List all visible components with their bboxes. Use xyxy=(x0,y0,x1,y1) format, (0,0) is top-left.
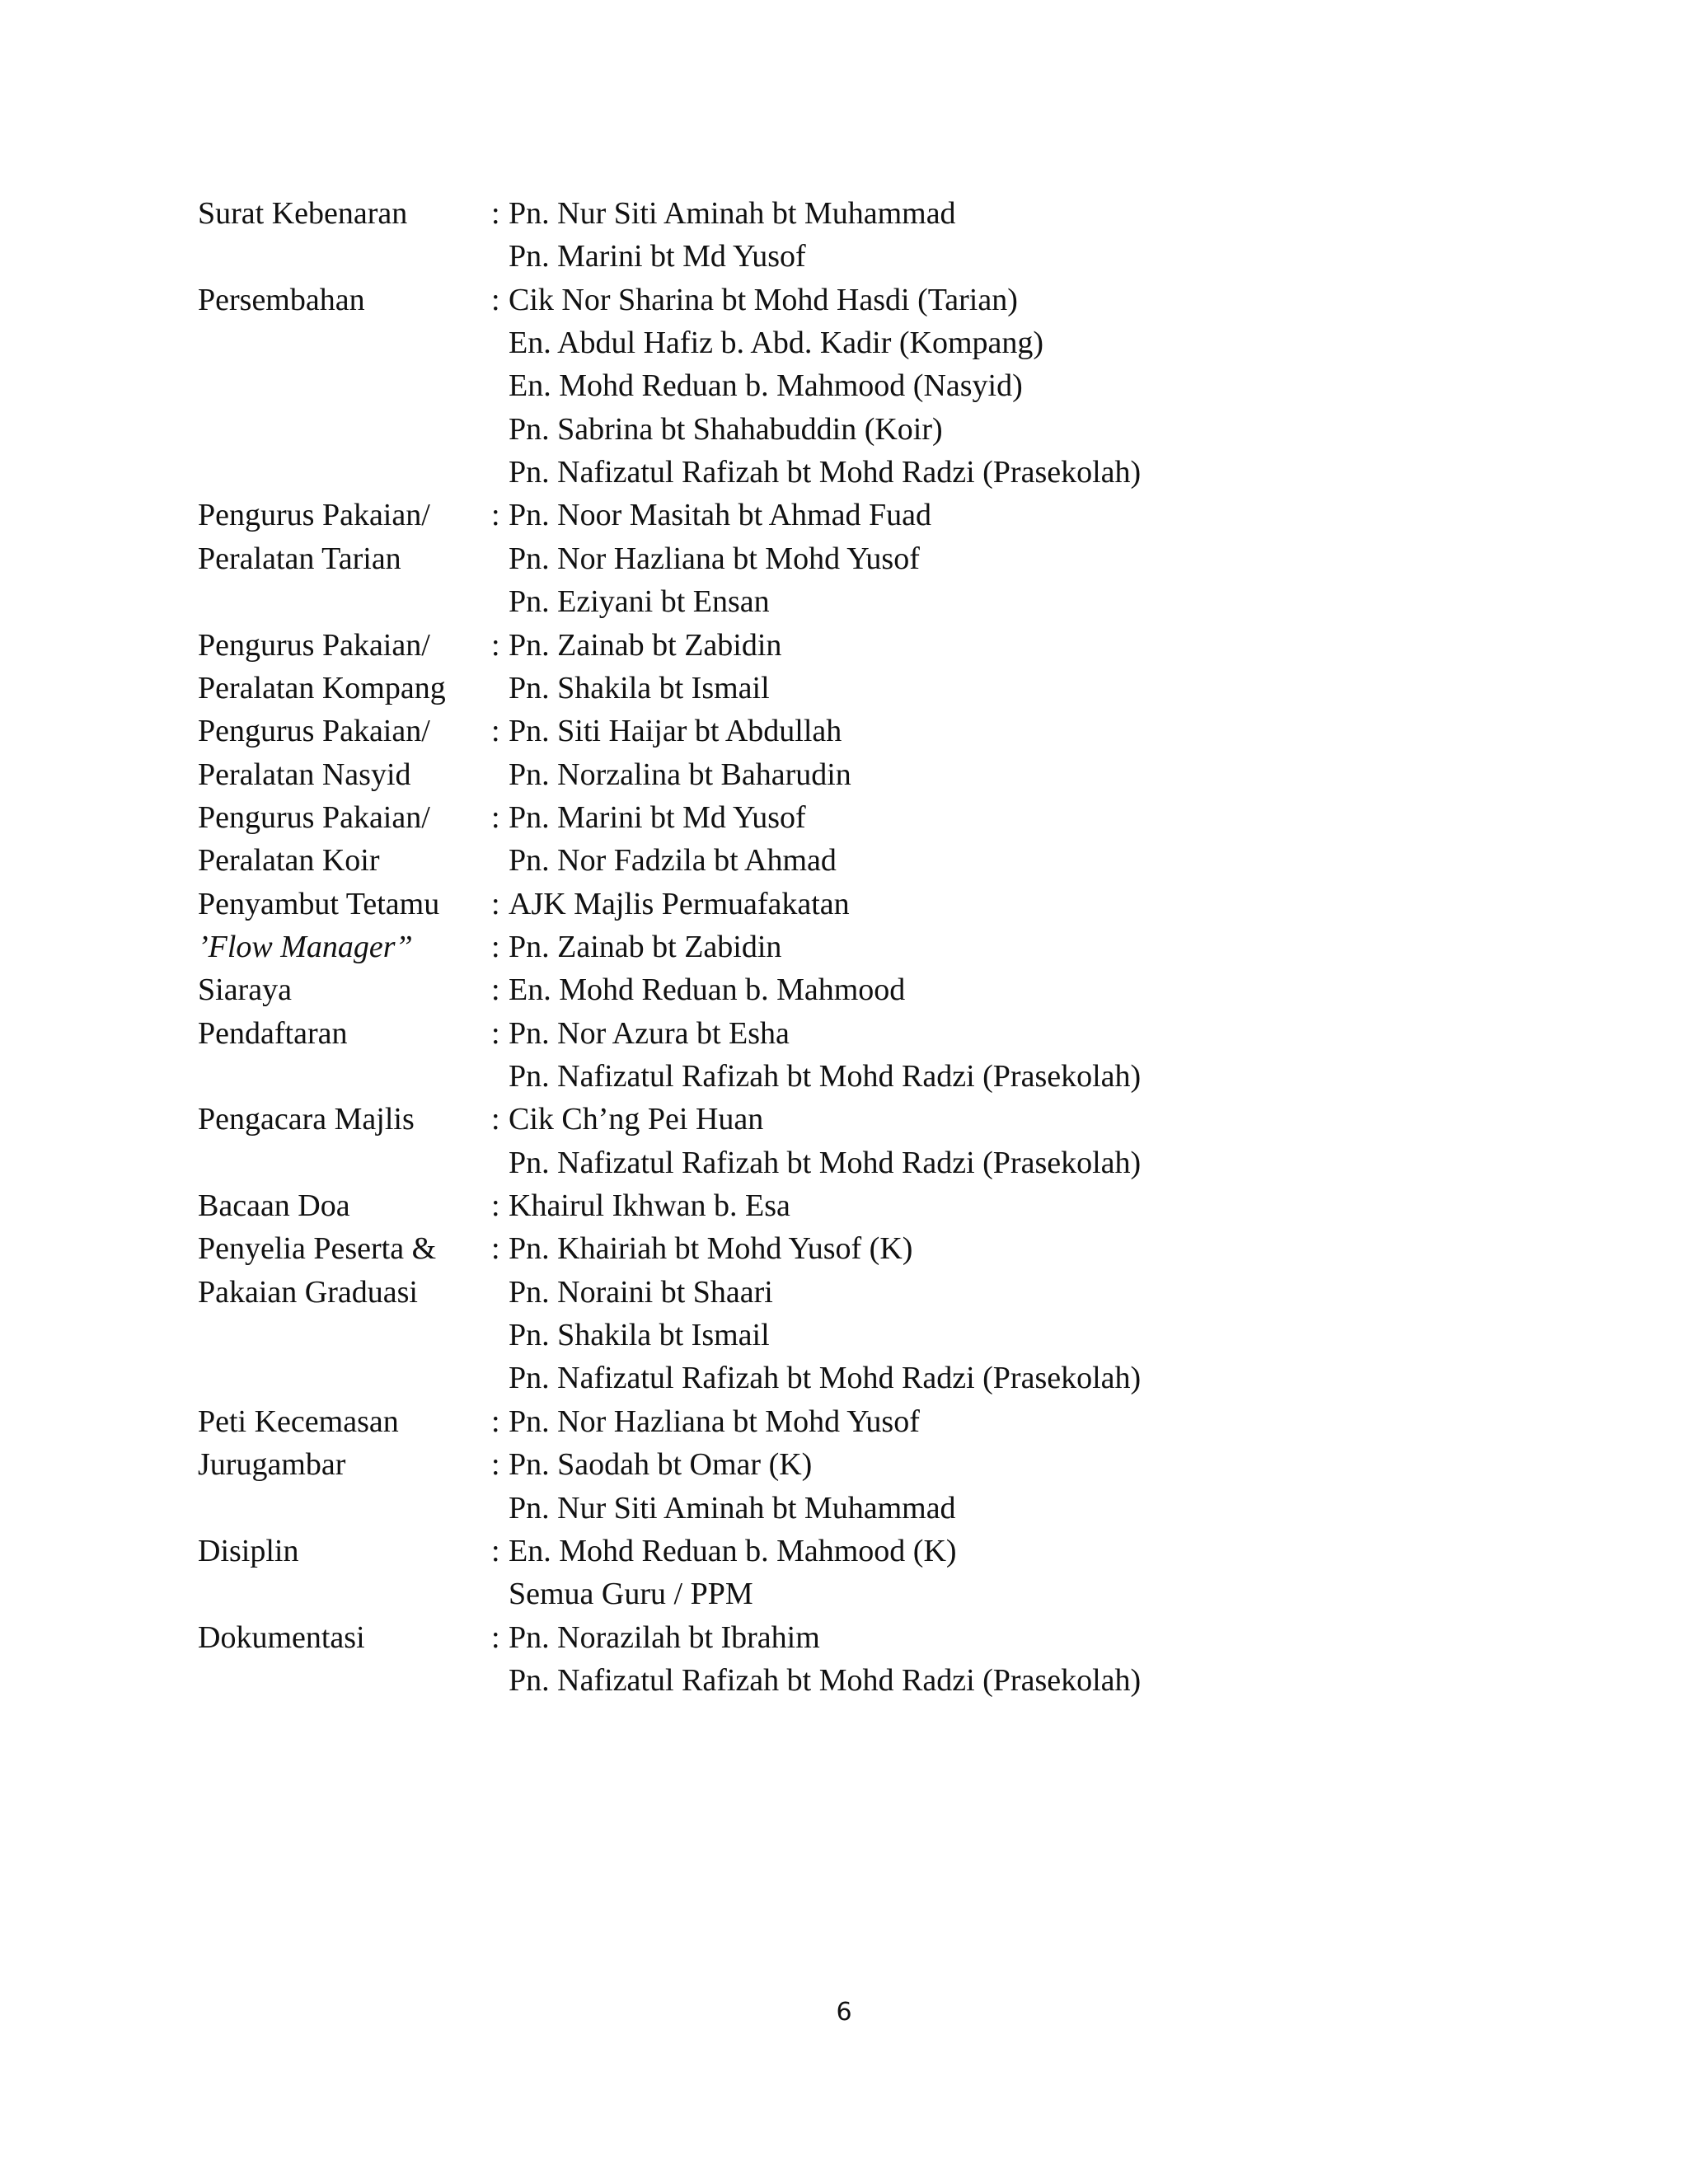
role-label: Siaraya xyxy=(198,972,292,1007)
assigned-person: Cik Nor Sharina bt Mohd Hasdi (Tarian) xyxy=(509,283,1018,317)
assigned-person: Cik Ch’ng Pei Huan xyxy=(509,1102,764,1137)
role-label: ’Flow Manager” xyxy=(198,930,413,964)
assigned-person: En. Mohd Reduan b. Mahmood (K) xyxy=(509,1534,957,1568)
assigned-person: Pn. Nor Hazliana bt Mohd Yusof xyxy=(509,541,920,576)
colon-separator: : xyxy=(491,1404,500,1439)
colon-separator: : xyxy=(491,1231,500,1266)
assigned-person: Pn. Noor Masitah bt Ahmad Fuad xyxy=(509,498,931,532)
assigned-person: En. Abdul Hafiz b. Abd. Kadir (Kompang) xyxy=(509,326,1044,360)
assigned-person: Pn. Shakila bt Ismail xyxy=(509,1318,770,1352)
role-label: Pengurus Pakaian/ xyxy=(198,498,430,532)
assigned-person: Semua Guru / PPM xyxy=(509,1577,753,1611)
assigned-person: Pn. Zainab bt Zabidin xyxy=(509,628,782,663)
role-label: Pengurus Pakaian/ xyxy=(198,628,430,663)
role-label: Peti Kecemasan xyxy=(198,1404,399,1439)
colon-separator: : xyxy=(491,930,500,964)
assigned-person: Pn. Norazilah bt Ibrahim xyxy=(509,1620,820,1655)
assigned-person: Pn. Eziyani bt Ensan xyxy=(509,584,770,619)
role-label: Pakaian Graduasi xyxy=(198,1275,418,1310)
role-label: Peralatan Koir xyxy=(198,843,380,878)
role-label: Pengurus Pakaian/ xyxy=(198,714,430,748)
assigned-person: Pn. Noraini bt Shaari xyxy=(509,1275,773,1310)
colon-separator: : xyxy=(491,1016,500,1051)
assigned-person: En. Mohd Reduan b. Mahmood (Nasyid) xyxy=(509,368,1023,403)
assigned-person: Pn. Nur Siti Aminah bt Muhammad xyxy=(509,196,956,231)
role-label: Dokumentasi xyxy=(198,1620,365,1655)
assigned-person: Pn. Shakila bt Ismail xyxy=(509,671,770,705)
colon-separator: : xyxy=(491,628,500,663)
role-label: Pendaftaran xyxy=(198,1016,348,1051)
assigned-person: Khairul Ikhwan b. Esa xyxy=(509,1188,790,1223)
assigned-person: Pn. Nafizatul Rafizah bt Mohd Radzi (Prasekolah) xyxy=(509,1146,1142,1180)
colon-separator: : xyxy=(491,1620,500,1655)
assigned-person: Pn. Nor Hazliana bt Mohd Yusof xyxy=(509,1404,920,1439)
assigned-person: Pn. Nor Azura bt Esha xyxy=(509,1016,790,1051)
role-label: Penyambut Tetamu xyxy=(198,887,440,921)
role-label: Jurugambar xyxy=(198,1447,346,1482)
assigned-person: Pn. Marini bt Md Yusof xyxy=(509,239,806,274)
role-label: Penyelia Peserta & xyxy=(198,1231,437,1266)
assigned-person: AJK Majlis Permuafakatan xyxy=(509,887,850,921)
assigned-person: Pn. Sabrina bt Shahabuddin (Koir) xyxy=(509,412,943,447)
role-label: Peralatan Kompang xyxy=(198,671,446,705)
role-label: Peralatan Tarian xyxy=(198,541,401,576)
assigned-person: Pn. Nur Siti Aminah bt Muhammad xyxy=(509,1491,956,1526)
assigned-person: Pn. Marini bt Md Yusof xyxy=(509,800,806,835)
colon-separator: : xyxy=(491,714,500,748)
colon-separator: : xyxy=(491,887,500,921)
colon-separator: : xyxy=(491,800,500,835)
role-label: Bacaan Doa xyxy=(198,1188,350,1223)
role-label: Pengacara Majlis xyxy=(198,1102,415,1137)
role-label: Persembahan xyxy=(198,283,365,317)
colon-separator: : xyxy=(491,498,500,532)
assigned-person: Pn. Nafizatul Rafizah bt Mohd Radzi (Prasekolah) xyxy=(509,1059,1142,1094)
assigned-person: En. Mohd Reduan b. Mahmood xyxy=(509,972,906,1007)
colon-separator: : xyxy=(491,283,500,317)
assigned-person: Pn. Nafizatul Rafizah bt Mohd Radzi (Prasekolah) xyxy=(509,1361,1142,1395)
assigned-person: Pn. Nafizatul Rafizah bt Mohd Radzi (Prasekolah) xyxy=(509,1663,1142,1698)
assigned-person: Pn. Norzalina bt Baharudin xyxy=(509,757,851,792)
role-label: Peralatan Nasyid xyxy=(198,757,411,792)
assigned-person: Pn. Nor Fadzila bt Ahmad xyxy=(509,843,837,878)
colon-separator: : xyxy=(491,1102,500,1137)
colon-separator: : xyxy=(491,1188,500,1223)
role-label: Disiplin xyxy=(198,1534,299,1568)
role-label: Surat Kebenaran xyxy=(198,196,408,231)
assigned-person: Pn. Nafizatul Rafizah bt Mohd Radzi (Prasekolah) xyxy=(509,455,1142,490)
colon-separator: : xyxy=(491,1447,500,1482)
colon-separator: : xyxy=(491,1534,500,1568)
colon-separator: : xyxy=(491,972,500,1007)
assigned-person: Pn. Saodah bt Omar (K) xyxy=(509,1447,813,1482)
assigned-person: Pn. Zainab bt Zabidin xyxy=(509,930,782,964)
assigned-person: Pn. Khairiah bt Mohd Yusof (K) xyxy=(509,1231,913,1266)
page-number: 6 xyxy=(836,1998,852,2027)
assigned-person: Pn. Siti Haijar bt Abdullah xyxy=(509,714,842,748)
role-label: Pengurus Pakaian/ xyxy=(198,800,430,835)
colon-separator: : xyxy=(491,196,500,231)
